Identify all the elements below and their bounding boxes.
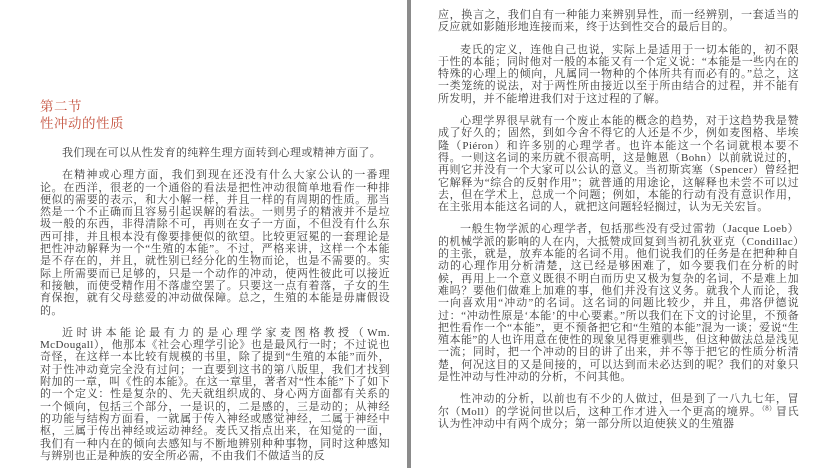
- body-paragraph-continuation: 应，换言之，我们自有一种能力来辨别异性，而一经辨别，一套适当的反应就如影随形地连接而来，终于达到性交合的最后目的。: [438, 9, 799, 34]
- section-title: 性冲动的性质: [40, 116, 124, 131]
- right-page: [438, 0, 799, 430]
- final-paragraph-part1: 性冲动的分析，以前也有不少的人做过，但是到了一八九七年，冒尔（Moll）的学说问世以后，这种工作才进入一个更高的境界。: [438, 393, 799, 418]
- footnote-marker: （8）: [761, 403, 777, 412]
- body-paragraph: 近时讲本能论最有力的是心理学家麦图格教授（Wm. McDougall），他那本《社会心理学引论》也是最风行一时；不过说也奇怪，在这样一本比较有规模的书里，除了提到“生殖的本能”而外，对于性冲动竟完全没有过问；一直要到这书的第八版里，我们才找到附加的一章，叫《性的本能》。在这一章里，著者对“性本能”下了如下的一个定义：性是复杂的、先天就组织成的、身心两方面都有关系的一个倾向，包括三个部分，一是识的，二是感的，三是动的；从神经的功能与结构方面看，一就属于传入神经或感觉神经，二属于神经中枢，三属于传出神经或运动神经。麦氏又指点出来，在知觉的一面，我们有一种内在的倾向去感知与不断地辨别种种事物，同时这种感知与辨别也正是种族的安全所必需，不由我们不做适当的反: [40, 326, 390, 462]
- section-number: 第二节: [40, 99, 82, 114]
- body-paragraph: 一般生物学派的心理学者，包括那些没有受过雷勃（Jacque Loeb）的机械学派的影响的人在内，大抵赞成回复到当初孔狄亚克（Condillac）的主张，就是，放弃本能的名词不用。他们说我们的任务是在把种种自动的心理作用分析清楚，这已经是够困难了，如今要我们在分析的时候，再用上一个意义既很不明白而历史又极为复杂的名词，不是难上加难吗？要他们做难上加难的事，他们并没有这义务。就我个人而论，我一向喜欢用“冲动”的名词。这名词的问题比较少，并且，弗洛伊德说过：“冲动性原是‘本能’的中心要素。”所以我们在下文的讨论里，不预备把性看作一个“本能”，更不预备把它和“生殖的本能”混为一谈；爱说“生殖本能”的人也许用意在使性的现象见得更雅驯些，但这种做法总是浅见一流；同时，把一个冲动的目的讲了出来，并不等于把它的性质分析清楚，何况这目的又是间接的，可以达到而未必达到的呢？我们的对象只是性冲动与性冲动的分析，不问其他。: [438, 223, 799, 384]
- left-page: [40, 0, 390, 462]
- body-paragraph: 麦氏的定义，连他自己也说，实际上是适用于一切本能的，初不限于性的本能；同时他对一般的本能又有一个定义说：“本能是一些内在的特殊的心理上的倾向，凡属同一物种的个体所共有而必有的。”总之，这一类笼统的说法，对于两性所由接近以至于所由结合的过程，并不能有所发明，并不能增进我们对于这过程的了解。: [438, 43, 799, 105]
- body-paragraph: 在精神或心理方面，我们到现在还没有什么大家公认的一番理论。在西洋，很老的一个通俗的看法是把性冲动很简单地看作一种排便似的需要的表示，和大小解一样，并且一样的有周期的性质。那当然是一个不正确而且容易引起误解的看法。一则男子的精液并不是垃圾一般的东西，非得清除不可，再则在女子一方面，不但没有什么东西可排，并且根本没有像要排便似的欲望。比较更冠冕的一套理论是把性冲动解释为一个“生殖的本能”。不过，严格来讲，这样一个本能是不存在的，并且，就性别已经分化的生物而论，也是不需要的。实际上所需要而已足够的，只是一个动作的冲动，使两性彼此可以接近和接触，而使受精作用不落虚空罢了。只要这一点有着落，子女的生育保抱，就有父母慈爱的冲动做保障。总之，生殖的本能是毋庸假设的。: [40, 169, 390, 317]
- page-divider: [407, 0, 411, 468]
- final-paragraph-part2: 冒氏认为性冲动中有两个成分；第一部分所以迫使狭义的生殖器: [438, 405, 799, 430]
- body-paragraph: 我们现在可以从性发育的纯粹生理方面转到心理或精神方面了。: [62, 147, 382, 159]
- body-paragraph-final: [438, 393, 799, 430]
- section-heading: [40, 98, 390, 132]
- body-paragraph: 心理学界很早就有一个废止本能的概念的趋势，对于这趋势我是赞成了好久的；固然，到如今舍不得它的人还是不少，例如麦图格、毕埃隆（Piéron）和许多别的心理学者。也许本能这一个名词就根本要不得。一则这名词的来历就不很高明，这是鲍恩（Bohn）以前就说过的，再则它并没有一个大家可以公认的意义。当初斯宾塞（Spencer）曾经把它解释为“综合的反射作用”；就普通的用途论，这解释也未尝不可以过去，但在学术上，总成一个问题；例如，本能的行动有没有意识作用，在主张用本能这名词的人，就把这问题轻轻搁过，认为无关宏旨。: [438, 115, 799, 214]
